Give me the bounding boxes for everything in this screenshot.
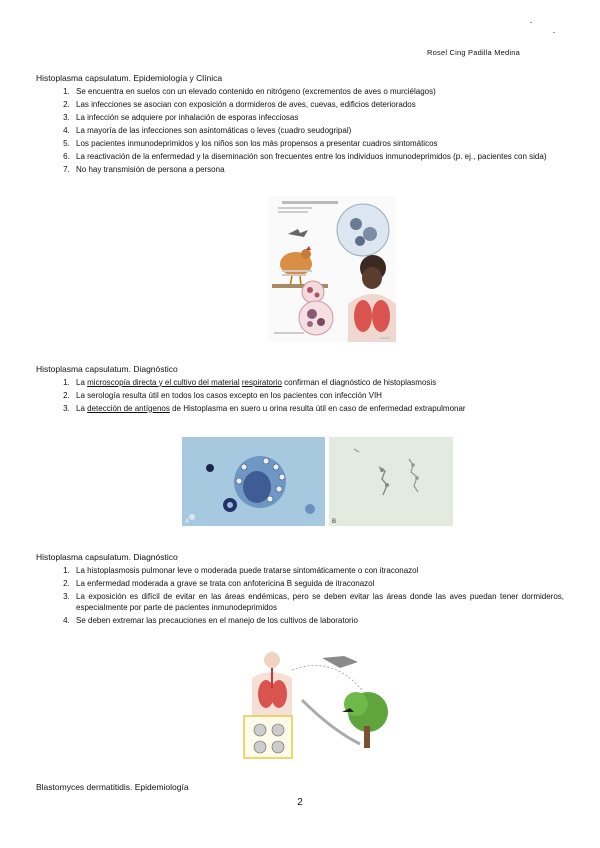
life-cycle-illustration (268, 196, 396, 342)
list-item: 1. La histoplasmosis pulmonar leve o moderada puede tratarse sintomáticamente o con itraconazol (72, 565, 564, 577)
author-name: Rosel Cing Padilla Medina (427, 48, 520, 57)
section-diagnosis (36, 364, 564, 416)
list-item: 1. La microscopía directa y el cultivo del material respiratorio confirman el diagnóstico de histoplasmosis (72, 377, 564, 389)
section-heading: Blastomyces dermatitidis. Epidemiología (36, 782, 189, 792)
section-epidemiology (36, 73, 564, 177)
micrograph-a-label: A (185, 519, 190, 525)
list-item: 3. La detección de antígenos de Histoplasma en suero u orina resulta útil en caso de enfermedad extrapulmonar (72, 403, 564, 415)
section-treatment (36, 552, 564, 628)
section-heading: Histoplasma capsulatum. Diagnóstico (36, 364, 178, 374)
section-blastomyces (36, 782, 564, 795)
list-item: 6. La reactivación de la enfermedad y la diseminación son frecuentes entre los individuos inmunodeprimidos (p. ej., pacientes con sida) (72, 151, 564, 163)
list-item: 3. La infección se adquiere por inhalación de esporas infecciosas (72, 112, 564, 124)
list-item: 2. La enfermedad moderada a grave se trata con anfotericina B seguida de itraconazol (72, 578, 564, 590)
micrograph-b-label: B (332, 519, 337, 525)
section-heading: Histoplasma capsulatum. Diagnóstico (36, 552, 178, 562)
list-item: 2. La serología resulta útil en todos los casos excepto en los pacientes con infección VIH (72, 390, 564, 402)
page-number: 2 (297, 797, 303, 808)
transmission-illustration (242, 650, 390, 762)
item-list (36, 86, 564, 176)
item-list (36, 377, 564, 415)
micrograph-b (329, 437, 453, 526)
micrograph-a (182, 437, 325, 526)
list-item: 2. Las infecciones se asocian con exposición a dormideros de aves, cuevas, edificios deteriorados (72, 99, 564, 111)
section-heading: Histoplasma capsulatum. Epidemiología y Clínica (36, 73, 223, 83)
list-item: 7. No hay transmisión de persona a persona (72, 164, 564, 176)
item-list (36, 565, 564, 627)
list-item: 4. La mayoría de las infecciones son asintomáticas o leves (cuadro seudogripal) (72, 125, 564, 137)
list-item: 1. Se encuentra en suelos con un elevado contenido en nitrógeno (excrementos de aves o murciélagos) (72, 86, 564, 98)
list-item: 4. Se deben extremar las precauciones en el manejo de los cultivos de laboratorio (72, 615, 564, 627)
list-item: 5. Los pacientes inmunodeprimidos y los niños son los más propensos a presentar cuadros sintomáticos (72, 138, 564, 150)
list-item: 3. La exposición es difícil de evitar en las áreas endémicas, pero se deben evitar las áreas donde las aves puedan tener dormideros, especialmente por parte de pacientes inmunodeprimidos (72, 591, 564, 614)
